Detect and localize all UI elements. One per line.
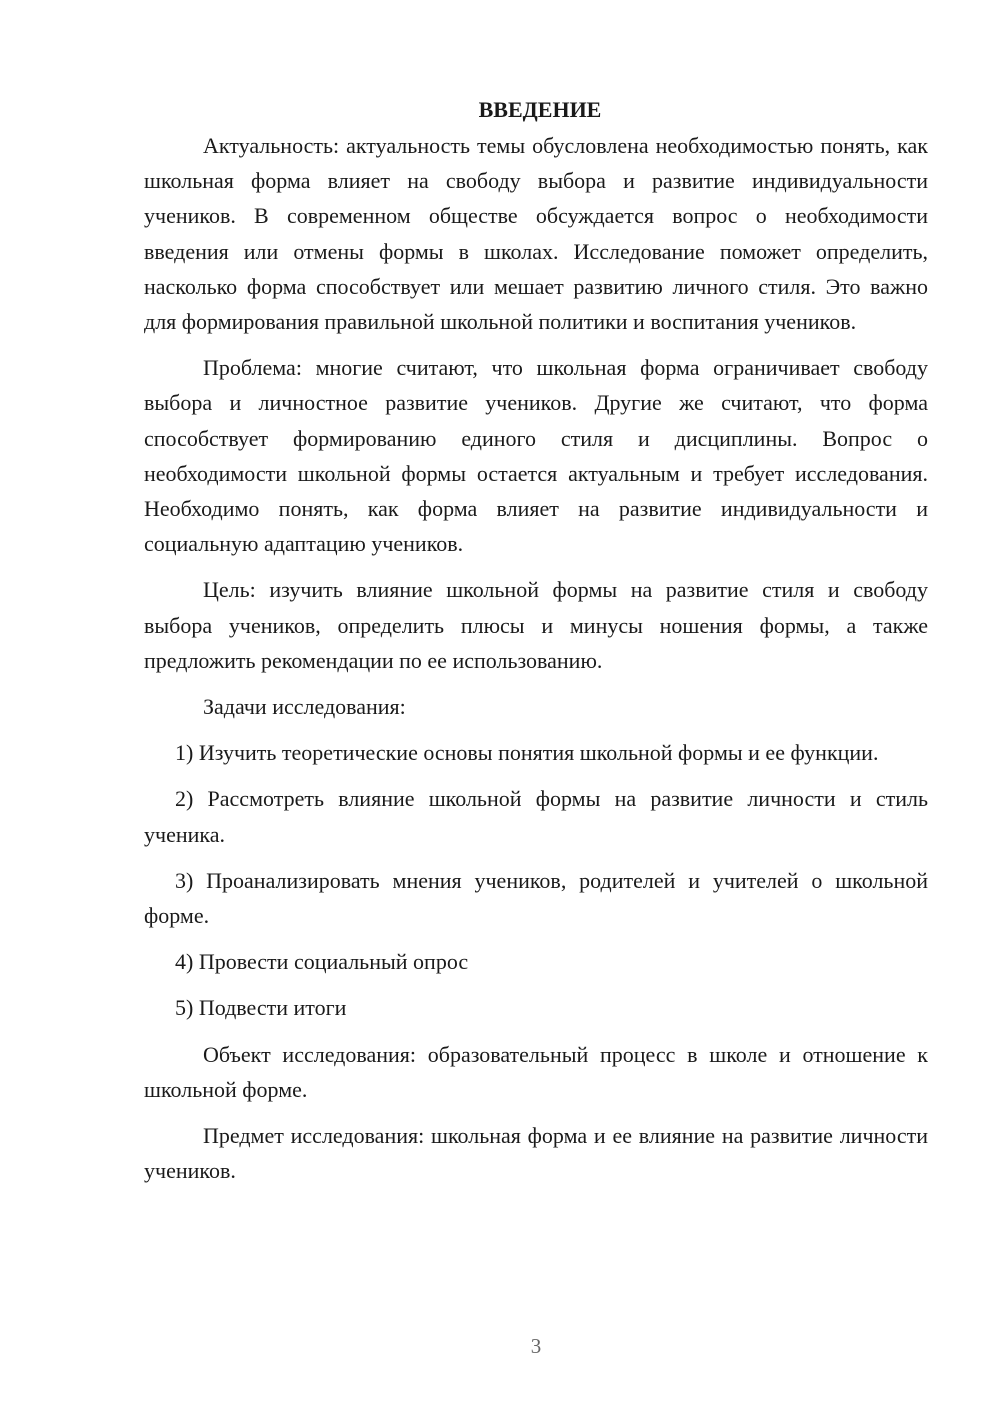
page-number: 3 (530, 1334, 542, 1358)
object-paragraph: Объект исследования: образовательный процесс в школе и отношение к школьной форме. (144, 1041, 928, 1102)
goal-paragraph: Цель: изучить влияние школьной формы на развитие стиля и свободу выбора учеников, определить плюсы и минусы ношения формы, а также предложить рекомендации по ее использованию. (144, 577, 928, 673)
list-item: 1) Изучить теоретические основы понятия школьной формы и ее функции. (175, 740, 879, 766)
subject-paragraph: Предмет исследования: школьная форма и ее влияние на развитие личности учеников. (144, 1123, 928, 1184)
tasks-title: Задачи исследования: (203, 694, 406, 720)
list-item: 5) Подвести итоги (175, 995, 347, 1021)
relevance-paragraph: Актуальность: актуальность темы обусловлена необходимостью понять, как школьная форма влияет на свободу выбора и развитие индивидуальности учеников. В современном обществе обсуждается вопрос о необходимости введения или отмены формы в школах. Исследование поможет определить, насколько форма способствует или мешает развитию личного стиля. Это важно для формирования правильной школьной политики и воспитания учеников. (144, 133, 928, 335)
document-page (144, 92, 928, 1188)
tasks-list (144, 735, 928, 1025)
list-item: 4) Провести социальный опрос (175, 949, 469, 975)
problem-paragraph: Проблема: многие считают, что школьная форма ограничивает свободу выбора и личностное развитие учеников. Другие же считают, что форма способствует формированию единого стиля и дисциплины. Вопрос о необходимости школьной формы остается актуальным и требует исследования. Необходимо понять, как форма влияет на развитие индивидуальности и социальную адаптацию учеников. (144, 355, 928, 557)
list-item: 3) Проанализировать мнения учеников, родителей и учителей о школьной форме. (144, 867, 928, 929)
page-title: ВВЕДЕНИЕ (478, 97, 602, 122)
list-item: 2) Рассмотреть влияние школьной формы на развитие личности и стиль ученика. (144, 786, 928, 847)
